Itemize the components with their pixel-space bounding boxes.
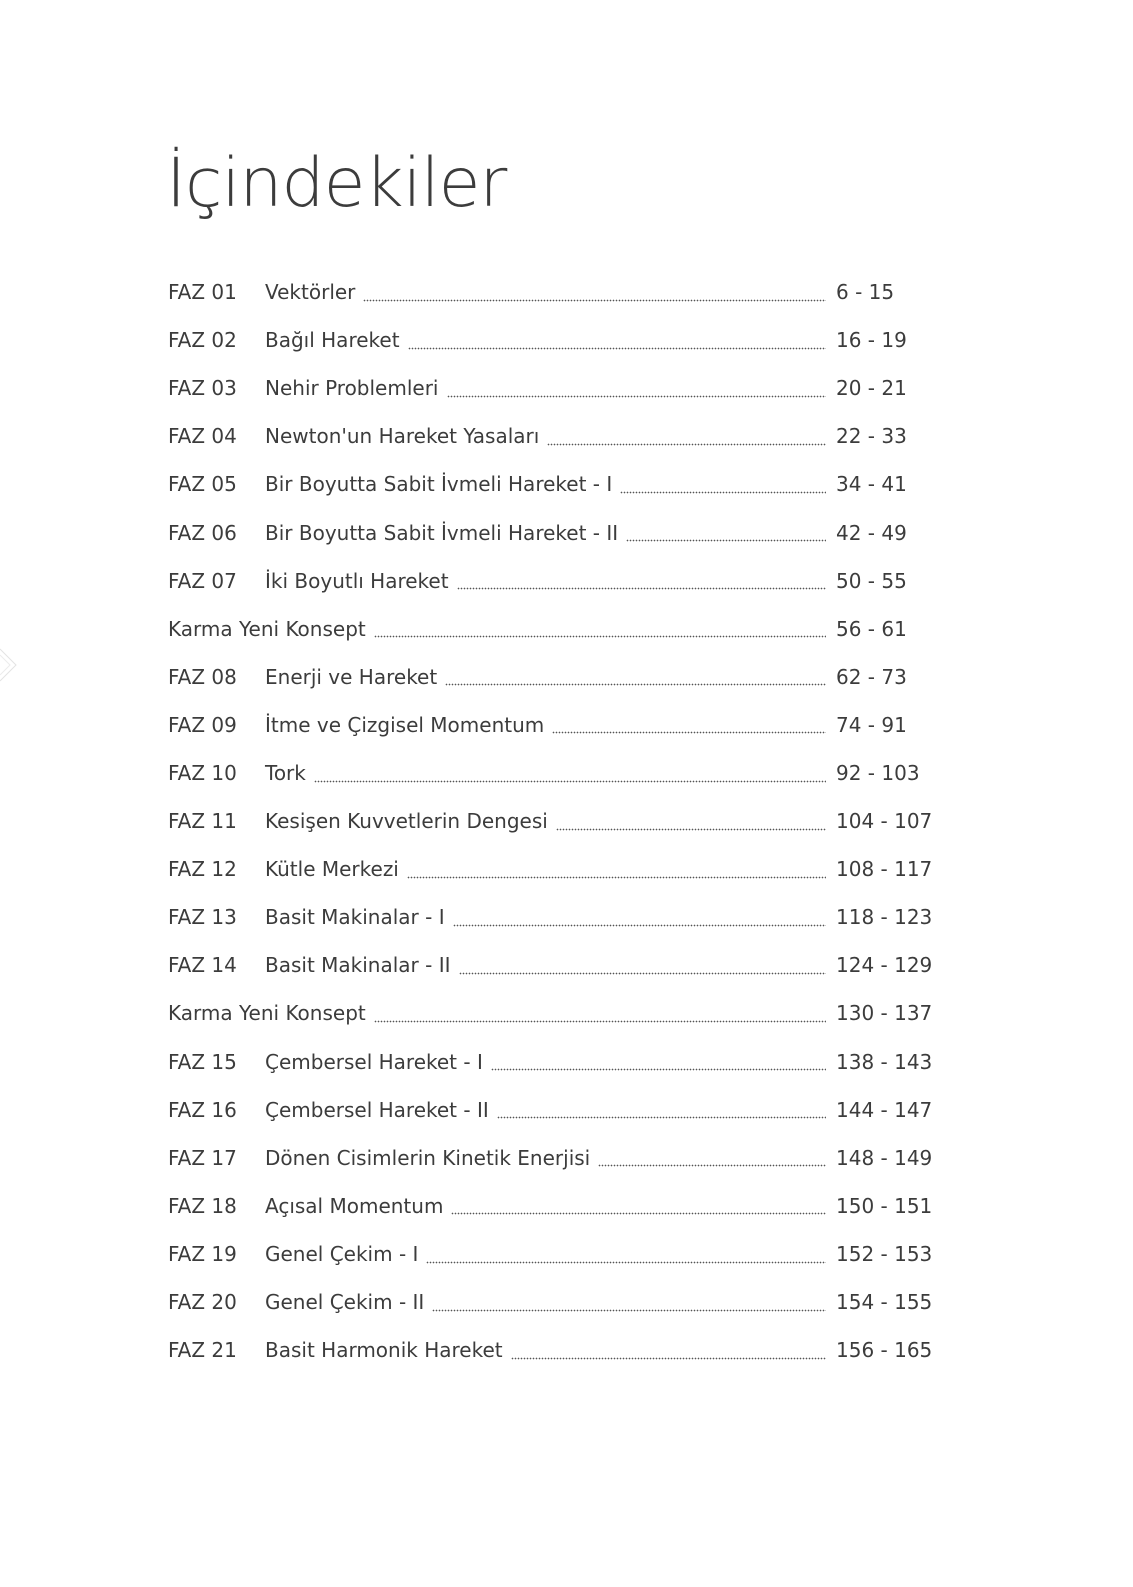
toc-entry-pages: 6 - 15 [836, 280, 895, 305]
toc-entry[interactable] [168, 605, 936, 653]
toc-entry-title: Çembersel Hareket - II [265, 1097, 489, 1122]
toc-entry-pages: 16 - 19 [836, 328, 907, 353]
toc-entry-pages: 144 - 147 [836, 1097, 933, 1122]
toc-dot-leader [426, 1247, 826, 1267]
toc-entry[interactable] [168, 1038, 936, 1086]
toc-entry-code: FAZ 20 [168, 1290, 237, 1315]
toc-entry-pages: 56 - 61 [836, 616, 907, 641]
toc-dot-leader [459, 958, 827, 978]
toc-entry[interactable] [168, 941, 936, 989]
toc-entry-code: FAZ 19 [168, 1241, 237, 1266]
toc-entry-code: FAZ 17 [168, 1145, 237, 1170]
toc-entry[interactable] [168, 316, 936, 364]
toc-entry-pages: 156 - 165 [836, 1338, 933, 1363]
toc-entry-pages: 22 - 33 [836, 424, 907, 449]
toc-entry-pages: 62 - 73 [836, 664, 907, 689]
toc-entry[interactable] [168, 797, 936, 845]
toc-dot-leader [497, 1103, 826, 1123]
toc-entry-pages: 152 - 153 [836, 1241, 933, 1266]
toc-entry[interactable] [168, 845, 936, 893]
toc-entry[interactable] [168, 412, 936, 460]
toc-entry[interactable] [168, 1182, 936, 1230]
toc-entry[interactable] [168, 1278, 936, 1326]
toc-entry-code: FAZ 07 [168, 568, 237, 593]
toc-entry-title: Bir Boyutta Sabit İvmeli Hareket - I [265, 472, 613, 497]
toc-entry-title: İtme ve Çizgisel Momentum [265, 712, 545, 737]
toc-entry-code: FAZ 08 [168, 664, 237, 689]
toc-entry-title: Karma Yeni Konsept [168, 616, 366, 641]
toc-entry-pages: 34 - 41 [836, 472, 907, 497]
toc-dot-leader [447, 381, 827, 401]
toc-entry-title: Enerji ve Hareket [265, 664, 438, 689]
toc-entry-pages: 118 - 123 [836, 905, 933, 930]
toc-entry[interactable] [168, 1134, 936, 1182]
toc-entry-title: Bağıl Hareket [265, 328, 400, 353]
toc-entry-pages: 124 - 129 [836, 953, 933, 978]
toc-entry-pages: 138 - 143 [836, 1049, 933, 1074]
toc-entry-code: FAZ 06 [168, 520, 237, 545]
toc-entry-title: Genel Çekim - I [265, 1241, 419, 1266]
toc-entry-pages: 20 - 21 [836, 376, 907, 401]
toc-entry-title: Vektörler [265, 280, 356, 305]
toc-entry-title: Tork [265, 760, 306, 785]
toc-entry-title: Nehir Problemleri [265, 376, 439, 401]
toc-entry[interactable] [168, 1086, 936, 1134]
toc-entry-code: FAZ 15 [168, 1049, 237, 1074]
toc-entry[interactable] [168, 557, 936, 605]
table-of-contents [168, 268, 936, 1374]
toc-entry[interactable] [168, 364, 936, 412]
toc-entry-title: Basit Makinalar - I [265, 905, 445, 930]
toc-entry-title: Kütle Merkezi [265, 857, 399, 882]
toc-entry-code: FAZ 10 [168, 760, 237, 785]
toc-entry[interactable] [168, 508, 936, 556]
toc-entry-code: FAZ 04 [168, 424, 237, 449]
toc-dot-leader [451, 1199, 826, 1219]
toc-entry-code: FAZ 09 [168, 712, 237, 737]
toc-dot-leader [453, 910, 826, 930]
toc-entry-title: Karma Yeni Konsept [168, 1001, 366, 1026]
toc-entry-pages: 150 - 151 [836, 1193, 933, 1218]
page-title: İçindekiler [166, 144, 507, 223]
toc-entry-code: FAZ 12 [168, 857, 237, 882]
toc-dot-leader [511, 1343, 826, 1363]
toc-dot-leader [556, 814, 826, 834]
toc-entry-title: Dönen Cisimlerin Kinetik Enerjisi [265, 1145, 591, 1170]
toc-dot-leader [374, 1006, 826, 1026]
toc-entry-title: İki Boyutlı Hareket [265, 568, 449, 593]
toc-entry-title: Basit Harmonik Hareket [265, 1338, 503, 1363]
toc-dot-leader [445, 670, 826, 690]
toc-dot-leader [598, 1151, 826, 1171]
toc-entry-title: Basit Makinalar - II [265, 953, 451, 978]
toc-entry-title: Açısal Momentum [265, 1193, 444, 1218]
toc-entry-title: Genel Çekim - II [265, 1290, 425, 1315]
toc-entry-title: Çembersel Hareket - I [265, 1049, 483, 1074]
toc-dot-leader [547, 429, 826, 449]
toc-entry[interactable] [168, 653, 936, 701]
toc-dot-leader [432, 1295, 826, 1315]
toc-entry-code: FAZ 13 [168, 905, 237, 930]
toc-entry-title: Bir Boyutta Sabit İvmeli Hareket - II [265, 520, 619, 545]
toc-entry-pages: 92 - 103 [836, 760, 920, 785]
toc-dot-leader [620, 477, 826, 497]
toc-dot-leader [457, 574, 826, 594]
toc-dot-leader [626, 526, 826, 546]
toc-entry[interactable] [168, 1326, 936, 1374]
toc-entry-code: FAZ 16 [168, 1097, 237, 1122]
toc-entry-code: FAZ 05 [168, 472, 237, 497]
toc-dot-leader [363, 285, 826, 305]
toc-entry-title: Newton'un Hareket Yasaları [265, 424, 540, 449]
toc-entry-pages: 108 - 117 [836, 857, 933, 882]
toc-entry-code: FAZ 01 [168, 280, 237, 305]
toc-dot-leader [491, 1055, 826, 1075]
toc-entry-code: FAZ 03 [168, 376, 237, 401]
toc-entry[interactable] [168, 701, 936, 749]
toc-entry-code: FAZ 21 [168, 1338, 237, 1363]
toc-dot-leader [314, 766, 826, 786]
toc-entry-code: FAZ 11 [168, 809, 237, 834]
toc-entry-pages: 130 - 137 [836, 1001, 933, 1026]
toc-entry-pages: 42 - 49 [836, 520, 907, 545]
toc-entry[interactable] [168, 460, 936, 508]
toc-entry-title: Kesişen Kuvvetlerin Dengesi [265, 809, 548, 834]
toc-entry-code: FAZ 02 [168, 328, 237, 353]
toc-entry[interactable] [168, 989, 936, 1037]
toc-entry-pages: 148 - 149 [836, 1145, 933, 1170]
toc-entry[interactable] [168, 893, 936, 941]
toc-entry[interactable] [168, 749, 936, 797]
toc-entry-pages: 50 - 55 [836, 568, 907, 593]
toc-dot-leader [374, 622, 826, 642]
toc-entry-code: FAZ 18 [168, 1193, 237, 1218]
toc-entry[interactable] [168, 268, 936, 316]
toc-dot-leader [407, 862, 826, 882]
toc-dot-leader [408, 333, 826, 353]
toc-entry[interactable] [168, 1230, 936, 1278]
toc-entry-pages: 104 - 107 [836, 809, 933, 834]
toc-dot-leader [552, 718, 826, 738]
binding-mark-icon [0, 645, 20, 685]
toc-entry-pages: 74 - 91 [836, 712, 907, 737]
toc-entry-pages: 154 - 155 [836, 1290, 933, 1315]
toc-entry-code: FAZ 14 [168, 953, 237, 978]
